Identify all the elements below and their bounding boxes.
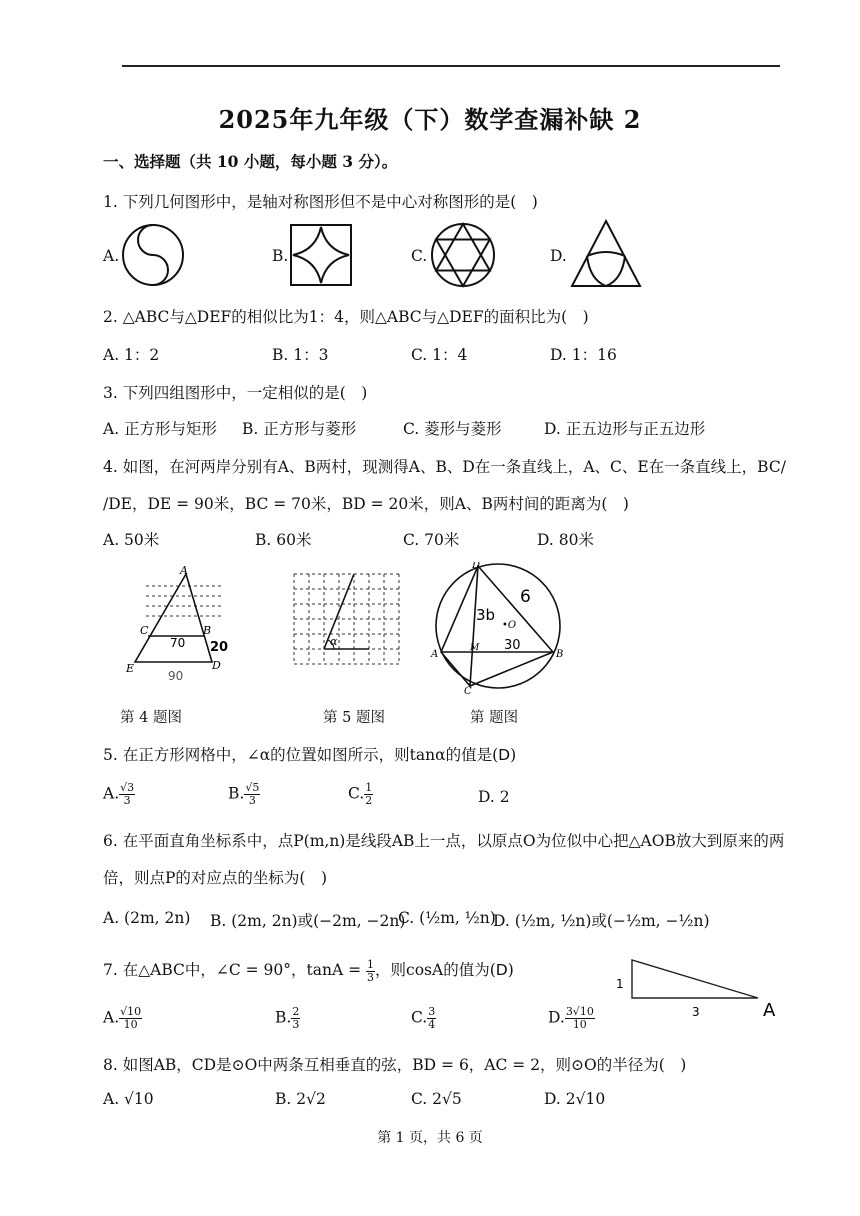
q7-option-a-label: A.	[103, 1008, 120, 1027]
fig4-bc-length: 70	[170, 636, 186, 650]
q1-option-d: D.	[550, 247, 567, 265]
q2-option-c: C. 1：4	[411, 346, 468, 364]
q8-stem: 8. 如图AB，CD是⊙O中两条互相垂直的弦，BD = 6，AC = 2，则⊙O的半径为( )	[103, 1056, 687, 1074]
page-title: 2025年九年级（下）数学查漏补缺 2	[218, 105, 642, 134]
q5-option-c-label: C.	[348, 784, 365, 803]
page-footer: 第 1 页，共 6 页	[377, 1130, 483, 1146]
fig4-bd-length: 20	[210, 640, 229, 655]
q6-stem-line1: 6. 在平面直角坐标系中，点P(m,n)是线段AB上一点，以原点O为位似中心把△AOB放大到原来的两	[103, 832, 785, 850]
q5-stem-close: )	[510, 746, 517, 764]
q7-option-b-numerator: 2	[292, 1005, 300, 1018]
q7-sketch-side-3: 3	[692, 1005, 700, 1019]
q5-option-b-numerator: √5	[245, 781, 260, 794]
hexagram-in-circle-figure	[430, 222, 496, 288]
q7-option-c	[411, 1006, 436, 1031]
fig4-label-b: B	[203, 624, 212, 637]
fig8-center-o: •O	[502, 620, 517, 631]
q7-option-d-numerator: 3√10	[565, 1005, 594, 1018]
q5-option-a-numerator: √3	[120, 781, 135, 794]
q8-option-c: C. 2√5	[411, 1090, 462, 1108]
q7-tan-numerator: 1	[367, 957, 375, 971]
q7-option-d-label: D.	[548, 1008, 565, 1027]
q7-stem-close: )	[507, 961, 514, 979]
q7-option-c-label: C.	[411, 1008, 428, 1027]
q8-option-b: B. 2√2	[275, 1090, 326, 1108]
q6-option-b: B. (2m, 2n)或(−2m, −2n)	[210, 912, 406, 930]
q6-option-a: A. (2m, 2n)	[103, 909, 191, 927]
q3-option-a: A. 正方形与矩形	[103, 420, 218, 438]
fig8-label-c: C	[464, 686, 472, 696]
fig8-note-30: 30	[504, 638, 521, 653]
q8-option-a: A. √10	[103, 1090, 154, 1108]
q7-option-c-denominator: 4	[428, 1018, 436, 1031]
q7-option-a-denominator: 10	[123, 1018, 138, 1031]
q2-stem: 2. △ABC与△DEF的相似比为1：4，则△ABC与△DEF的面积比为( )	[103, 308, 589, 326]
q7-option-a	[103, 1006, 142, 1031]
q7-tan-denominator: 3	[367, 970, 375, 984]
q4-stem-line2: /DE，DE = 90米，BC = 70米，BD = 20米，则A、B两村间的距离为( )	[103, 495, 629, 513]
figure-8-caption: 第 题图	[470, 710, 519, 726]
figure-8-circle-chords	[428, 562, 574, 696]
fig4-label-e: E	[126, 662, 135, 675]
q3-option-b: B. 正方形与菱形	[242, 420, 357, 438]
q6-option-d: D. (½m, ½n)或(−½m, −½n)	[493, 912, 710, 930]
q2-option-b: B. 1：3	[272, 346, 329, 364]
q7-option-b	[275, 1006, 300, 1031]
q2-option-a: A. 1：2	[103, 346, 160, 364]
figure-5-caption: 第 5 题图	[323, 710, 385, 726]
q3-option-c: C. 菱形与菱形	[403, 420, 502, 438]
q5-option-d: D. 2	[478, 788, 510, 806]
q4-option-d: D. 80米	[537, 531, 594, 549]
q7-handdrawn-triangle	[608, 950, 783, 1022]
q1-stem: 1. 下列几何图形中，是轴对称图形但不是中心对称图形的是( )	[103, 193, 538, 211]
q4-option-a: A. 50米	[103, 531, 160, 549]
q1-option-a: A.	[103, 247, 120, 265]
q4-option-c: C. 70米	[403, 531, 460, 549]
q5-stem-text: 5. 在正方形网格中，∠α的位置如图所示，则tanα的值是(	[103, 746, 499, 764]
fig8-label-a: A	[431, 649, 439, 660]
q5-option-b-denominator: 3	[248, 794, 256, 807]
q8-option-d: D. 2√10	[544, 1090, 606, 1108]
q4-stem-line1: 4. 如图，在河两岸分别有A、B两村，现测得A、B、D在一条直线上，A、C、E在一条直线上，BC/	[103, 458, 786, 476]
fig8-note-3b: 3b	[476, 606, 496, 624]
q7-option-d-denominator: 10	[572, 1018, 587, 1031]
fig8-label-b: B	[556, 649, 564, 660]
star-in-square-figure	[290, 224, 352, 286]
q5-stem	[103, 743, 516, 765]
q3-option-d: D. 正五边形与正五边形	[544, 420, 706, 438]
q7-option-b-label: B.	[275, 1008, 292, 1027]
q5-option-b	[228, 782, 260, 807]
fig8-label-d: D	[472, 562, 481, 571]
fig8-note-6: 6	[520, 587, 531, 607]
q5-option-a-denominator: 3	[123, 794, 131, 807]
fig4-label-c: C	[140, 624, 149, 637]
q7-handwritten-answer: D	[495, 961, 508, 979]
q7-option-c-numerator: 3	[428, 1005, 436, 1018]
fig4-label-a: A	[180, 566, 188, 577]
q3-stem: 3. 下列四组图形中，一定相似的是( )	[103, 384, 368, 402]
q7-stem	[103, 958, 514, 984]
fig8-label-m: M	[470, 643, 480, 653]
q7-option-d	[548, 1006, 595, 1031]
fig4-de-length: 90	[168, 669, 184, 683]
reuleaux-triangle-figure	[570, 218, 642, 288]
q7-option-a-numerator: √10	[120, 1005, 142, 1018]
q4-option-b: B. 60米	[255, 531, 312, 549]
q5-option-a-label: A.	[103, 784, 120, 803]
fig4-label-d: D	[212, 659, 221, 672]
q7-option-b-denominator: 3	[292, 1018, 300, 1031]
q2-option-d: D. 1：16	[550, 346, 617, 364]
q5-handwritten-answer: D	[498, 746, 511, 764]
q1-option-b: B.	[272, 247, 289, 265]
q7-sketch-side-1: 1	[616, 977, 624, 991]
q1-option-c: C.	[411, 247, 428, 265]
q5-option-b-label: B.	[228, 784, 245, 803]
q7-stem-pre: 7. 在△ABC中，∠C = 90°，tanA =	[103, 961, 367, 979]
fig5-alpha-label: α	[330, 635, 338, 648]
q7-stem-post: ，则cosA的值为(	[375, 961, 496, 979]
q5-option-c-numerator: 1	[365, 781, 373, 794]
figure-4-river-triangle	[118, 566, 243, 684]
q7-sketch-vertex-a: A	[763, 1000, 776, 1021]
q5-option-c	[348, 782, 373, 807]
section-heading: 一、选择题（共 10 小题，每小题 3 分）。	[103, 152, 398, 171]
q6-stem-line2: 倍，则点P的对应点的坐标为( )	[103, 869, 328, 887]
figure-4-caption: 第 4 题图	[120, 710, 182, 726]
figure-5-grid-angle	[290, 570, 404, 672]
q5-option-c-denominator: 2	[365, 794, 373, 807]
header-rule	[122, 65, 780, 67]
yin-yang-figure	[121, 223, 185, 287]
q6-option-c: C. (½m, ½n)	[398, 909, 496, 927]
q5-option-a	[103, 782, 135, 807]
